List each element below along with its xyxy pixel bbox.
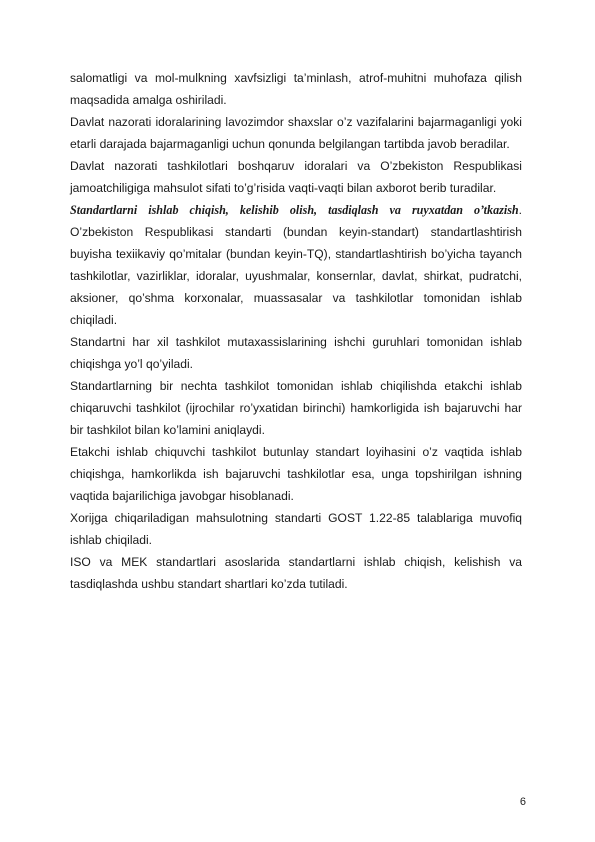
paragraph-text: ISO va MEK standartlari asoslarida standartlarni ishlab chiqish, kelishish va tasdiqlashda ushbu standart shartlari ko’zda tutiladi. [70,555,522,591]
paragraph-text: Etakchi ishlab chiquvchi tashkilot butunlay standart loyihasini o’z vaqtida ishlab chiqishga, hamkorlikda ish bajaruvchi tashkilotlar esa, unga topshirilgan ishning vaqtida bajarilichiga javobgar hisoblanadi. [70,445,522,503]
paragraph-text: . O’zbekiston Respublikasi standarti (bundan keyin-standart) standartlashtirish buyisha texiikaviy qo’mitalar (bundan keyin-TQ), standartlashtirish bo’yicha tayanch tashkilotlar, vazirliklar, idoralar, uyushmalar, konsernlar, davlat, shirkat, pudratchi, aksioner, qo’shma korxonalar, muassasalar va tashkilotlar tomonidan ishlab chiqiladi. [70,203,522,327]
paragraph-8 [70,507,522,551]
paragraph-text: Standartni har xil tashkilot mutaxassislarining ishchi guruhlari tomonidan ishlab chiqishga yo’l qo’yiladi. [70,335,522,371]
paragraph-3 [70,155,522,199]
paragraph-2 [70,111,522,155]
paragraph-9 [70,551,522,595]
paragraph-text: salomatligi va mol-mulkning xavfsizligi ta’minlash, atrof-muhitni muhofaza qilish maqsadida amalga oshiriladi. [70,71,522,107]
paragraph-7 [70,441,522,507]
paragraph-4 [70,199,522,331]
document-body [70,67,522,595]
page-number: 6 [519,796,526,808]
paragraph-text: Davlat nazorati tashkilotlari boshqaruv idoralari va O’zbekiston Respublikasi jamoatchiligiga mahsulot sifati to’g’risida vaqti-vaqti bilan axborot berib turadilar. [70,159,522,195]
paragraph-1 [70,67,522,111]
paragraph-text: Davlat nazorati idoralarining lavozimdor shaxslar o’z vazifalarini bajarmaganligi yoki etarli darajada bajarmaganligi uchun qonunda belgilangan tartibda javob beradilar. [70,115,522,151]
paragraph-text: Standartlarning bir nechta tashkilot tomonidan ishlab chiqilishda etakchi ishlab chiqaruvchi tashkilot (ijrochilar ro’yxatidan birinchi) hamkorligida ish bajaruvchi har bir tashkilot bilan ko’lamini aniqlaydi. [70,379,522,437]
section-heading: Standartlarni ishlab chiqish, kelishib olish, tasdiqlash va ruyxatdan o’tkazish [70,203,519,217]
paragraph-5 [70,331,522,375]
paragraph-6 [70,375,522,441]
paragraph-text: Xorijga chiqariladigan mahsulotning standarti GOST 1.22-85 talablariga muvofiq ishlab chiqiladi. [70,511,522,547]
